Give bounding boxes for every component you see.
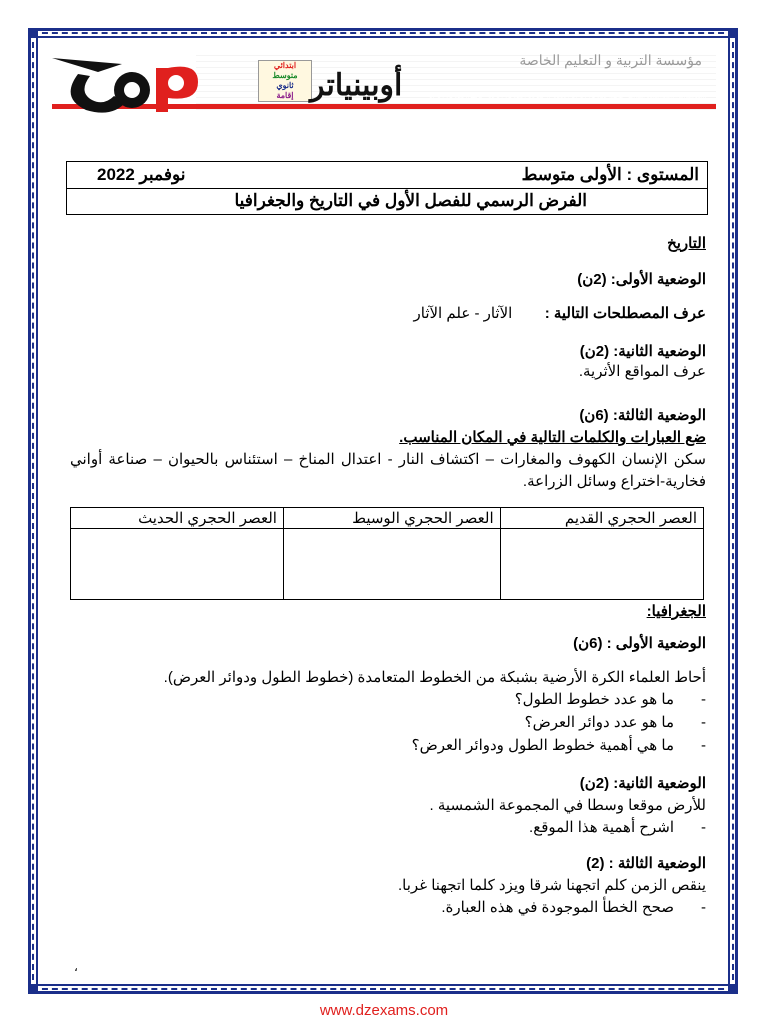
eras-table bbox=[70, 507, 704, 600]
frame-corner bbox=[728, 28, 738, 38]
history-s3-instruction: ضع العبارات والكلمات التالية في المكان المناسب. bbox=[399, 429, 706, 446]
geo-s1-questions bbox=[412, 688, 706, 757]
history-s3-heading: الوضعية الثالثة: (6ن) bbox=[579, 407, 706, 424]
history-s2-question: عرف المواقع الأثرية. bbox=[578, 363, 706, 380]
levels-badge bbox=[258, 60, 312, 102]
history-s1-terms: الآثار - علم الآثار bbox=[413, 305, 513, 322]
history-s3-items: سكن الإنسان الكهوف والمغارات – اكتشاف النار - اعتدال المناخ – استئناس بالحيوان – صناعة أواني فخارية-اختراع وسائل الزراعة. bbox=[70, 451, 706, 490]
frame-corner bbox=[28, 984, 38, 994]
frame-corner bbox=[728, 984, 738, 994]
list-item: - اشرح أهمية هذا الموقع. bbox=[529, 816, 706, 839]
level-middle: متوسط bbox=[272, 71, 298, 80]
table-header-row bbox=[71, 508, 704, 529]
geography-heading: الجغرافيا: bbox=[646, 603, 706, 620]
level-residence: إقامة bbox=[276, 91, 294, 100]
frame-corner bbox=[28, 28, 38, 38]
geo-s2-intro: للأرض موقعا وسطا في المجموعة الشمسية . bbox=[429, 797, 706, 814]
list-item: - ما هو عدد خطوط الطول؟ bbox=[412, 688, 706, 711]
exam-title: الفرض الرسمي للفصل الأول في التاريخ والجغرافيا bbox=[234, 191, 587, 210]
geo-s1-intro: أحاط العلماء الكرة الأرضية بشبكة من الخطوط المتعامدة (خطوط الطول ودوائر العرض). bbox=[163, 669, 706, 686]
school-logo-icon bbox=[52, 50, 252, 114]
history-s2-heading: الوضعية الثانية: (2ن) bbox=[579, 343, 706, 360]
exam-title-box bbox=[66, 161, 708, 215]
website-link[interactable]: www.dzexams.com bbox=[319, 1002, 449, 1019]
exam-date: نوفمبر 2022 bbox=[97, 165, 186, 184]
history-heading: التاريخ bbox=[667, 235, 706, 252]
history-s1-heading: الوضعية الأولى: (2ن) bbox=[577, 271, 706, 288]
level-label: المستوى : الأولى متوسط bbox=[521, 165, 699, 184]
geo-s3-heading: الوضعية الثالثة : (2) bbox=[586, 855, 706, 872]
list-item: - ما هي أهمية خطوط الطول ودوائر العرض؟ bbox=[412, 734, 706, 757]
contact-info: هاتف: 023 71 54 57 / 0560 47 22 36 / 023 71 54 63 - فاكس: 023 71 54 67 - Email: selamouri@gmail.com bbox=[429, 94, 706, 100]
brand-name: أوبينياتر bbox=[310, 69, 403, 102]
table-header-cell: العصر الحجري الوسيط bbox=[283, 508, 500, 529]
history-s1-line bbox=[414, 304, 706, 322]
page-mark: ، bbox=[74, 960, 78, 974]
title-row-level-date bbox=[67, 162, 707, 189]
geo-s1-heading: الوضعية الأولى : (6ن) bbox=[573, 635, 706, 652]
answer-cell[interactable] bbox=[71, 529, 284, 600]
table-header-cell: العصر الحجري الحديث bbox=[71, 508, 284, 529]
table-row bbox=[71, 529, 704, 600]
header-banner bbox=[52, 50, 716, 114]
geo-s2-questions bbox=[529, 816, 706, 839]
organization-name: مؤسسة التربية و التعليم الخاصة bbox=[519, 52, 702, 68]
history-s1-instruction: عرف المصطلحات التالية : bbox=[544, 305, 706, 322]
table-header-cell: العصر الحجري القديم bbox=[500, 508, 703, 529]
geo-s3-questions bbox=[441, 896, 706, 919]
level-primary: ابتدائي bbox=[273, 61, 297, 70]
level-secondary: ثانوي bbox=[276, 81, 294, 90]
list-item: - صحح الخطأ الموجودة في هذه العبارة. bbox=[441, 896, 706, 919]
geo-s3-intro: ينقص الزمن كلم اتجهنا شرقا ويزد كلما اتجهنا غربا. bbox=[398, 877, 706, 894]
answer-cell[interactable] bbox=[283, 529, 500, 600]
answer-cell[interactable] bbox=[500, 529, 703, 600]
list-item: - ما هو عدد دوائر العرض؟ bbox=[412, 711, 706, 734]
geo-s2-heading: الوضعية الثانية: (2ن) bbox=[579, 775, 706, 792]
